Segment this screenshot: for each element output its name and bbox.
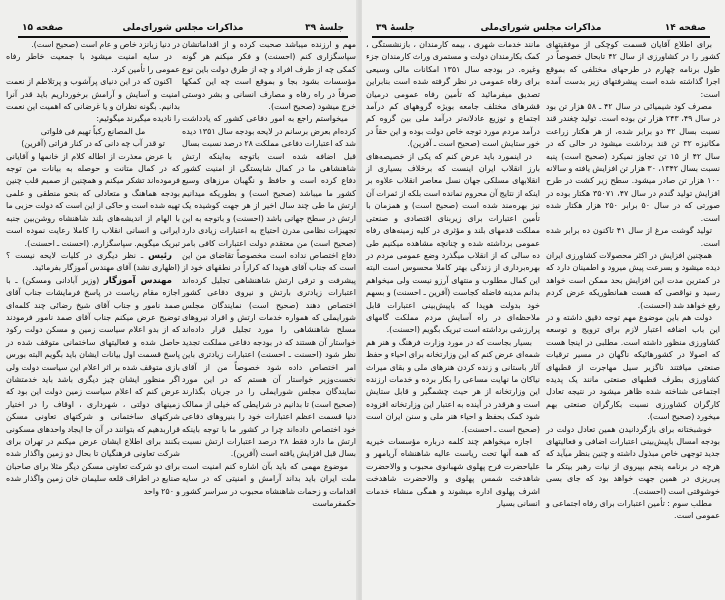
speech-text: (وزیر آبادانی ومسکن) ـ با اجازه مقام ریاست در پاسخ فرمایشات جناب آقای صمد نامور و جناب آقای شیخ رضائی چند کلمه‌ای توضیح عرض میکنم جناب آقای صمد نامور فرمودند که از بدو اعلام سیاست زمین و مسکن دولت رکود حاصل شده و فعالیتهای ساختمانی متوقف شده در پاسخ قسمت اول بیانات ایشان باید بگویم البته بورس بازی متوقف شده بر اثر اعلام این سیاست دولت ولی اگر منظور ایشان چیز دیگری باشد باید خدمتشان عرض کنم که اعلام سیاست زمین دولت این بود که زمینهای دولتی ، شهرداری ، اوقاف را در اختیار شرکتهای ساختمانی و شرکتهای تعاونی مسکن قراربدهیم که بتوانند در آن جا ایجاد واحدهای مسکونی بکنند برای اطلاع ایشان عرض میکنم در تهران برای شرکت تعاونی فرهنگیان تا بحال دو زمین واگذار شده برای دو شرکت تعاونی مسکن دیگر مثلا برای صاحبان صنایع در اطراف قلعه سلیمان خان زمین واگذار شده و ۲۵۰ واحد [6,275,180,496]
paragraph: مهم و ارزنده میباشد صحبت کرده و از اقداماتشان سپاسگزاری کنم (احسنت) و فکر میکنم هر گونه کمکی چه از طرف افراد و چه از طرق دولت باین نوع مؤسسات بشود بجا و بموقع است چه این کمکها صرفاً در راه رفاه و مصارف انسانی و بشر دوستی خرج میشود (صحیح است). [182,40,356,112]
page-header [18,25,348,38]
text-column [546,39,720,523]
right-page [362,0,725,600]
text-column [6,39,180,498]
speech-text: ـ نظر دیگری در کلیات لایحه نیست ؟ (اظهاری نشد) آقای مهندس آموزگار بفرمائید. [6,250,180,273]
text-column [366,39,540,510]
paragraph: مانند خدمات شهری ، بیمه کارمندان ، بازنشستگی ، کمک بکارمندان دولت و مستمری وراث کارمندان جزء وغیره. در بودجه سال ۱۳۵۱ امکانات مالی وسیعی برای رفاه عمومی در نظر گرفته شده است بنابراین تصدیق میفرمائید که تأمین رفاه عمومی درمیان قشرهای مختلف جامعه بویژه گروههای کم درآمد اجتماع و توزیع عادلانه‌تر درآمد ملی بین گروه کم درآمد مردم مورد توجه خاص دولت بوده و این حقاً در خور ستایش است (صحیح است ـ آفرین). [366,40,541,149]
publication-title: مذاکرات مجلس شورای‌ملی [122,23,244,33]
paragraph: همچنین افزایش در اکثر محصولات کشاورزی ایران دیده میشود و بسرعت پیش میرود و اطمینان دارد که در کمترین مدت این افزایش بحد ممکن است خواهد رسید و نواقصی که هست همانطوریکه عرض کردم رفع خواهد شد (احسنت). [546,250,720,310]
paragraph: میخواستم راجع به امور دفاعی کشور که یادداشت کرده‌ام بعرض برسانم در لایحه بودجه سال ۱۳۵۱ دیده شد که اعتبارات دفاعی مملکت ۲۸ درصد نسبت بسال قبل اضافه شده است باتوجه به‌اینکه ارتش شاهنشاهی ما در کمال شایستگی از امنیت کشور دفاع کرده است و حافظ و نگهبان مرزهای وسیع کشور ما میباشد (صحیح است) و بطوریکه میدانیم ارتش ما طی چند سال اخیر از هر جهت کوشیده یک ارتش در سطح جهانی باشد (احسنت) و باتوجه به این تجهیزات نظامی مدرن احتیاج به اعتبارات زیادی دارد (صحیح است) من معتقدم دولت اعتبارات کافی بامر دفاع اختصاص نداده است مخصوصاً تقاضای من این است که جناب آقای هویدا که کراراً در نطقهای خود از پیشرفت و ترقی ارتش شاهنشاهی تجلیل کرده‌اند اعتبارات زیادتری بارتش و نیروی دفاعی کشور اختصاص دهند (صحیح است) نمایندگان مجلس شورایملی که همواره خدمات ارتش و افراد نیروهای مسلح شاهنشاهی را مورد تجلیل قرار داده‌اند خواستار آن هستند که در بودجه دفاعی مملکت تجدید نظر شود (احسنت ـ احسنت) اعتبارات زیادتری باین امر اختصاص داده شود خصوصاً من از آقای نخست‌وزیر خواستار آن هستم که در این مورد نمایندگان مجلس شورایملی را در جریان بگذارند (صحیح است) تا بدانیم در شرایطی که خیلی از ممالک دنیا قسمت اعظم اعتبارات خود را بنیروهای دفاعی خود اختصاص داده‌اند چرا در کشور ما با توجه باینکه ارتش ما دارد فقط ۲۸ درصد اعتبارات ارتش نسبت بسال قبل افزایش یافته است (آفرین). [182,114,357,459]
speaker-paragraph [6,275,180,498]
paragraph: اجازه میخواهم چند کلمه درباره مؤسسات خیریه که همه آنها تحت ریاست عالیه شاهنشاه آریامهر و علیاحضرت فرح پهلوی شهبانوی محبوب و والاحضرت شاهدخت شمس پهلوی و والاحضرت شاهدخت اشرف پهلوی اداره میشوند و همگی منشاء خدمات انسانی بسیار [366,437,540,509]
verse-line: مل المصانع رکباً تهیم فی فلواتی [40,126,146,136]
verse-line: تو قدر آب چه دانی که در کنار فراتی (آفرین) [21,139,165,149]
publication-title: مذاکرات مجلس شورای‌ملی [480,23,602,33]
text-column [182,39,356,510]
paragraph: برای اطلاع آقایان قسمت کوچکی از موفقیتهای کشور را در کشاورزی از سال ۴۲ تابحال خصوصاً در طول برنامه چهارم در طرحهای مختلفی که بموقع اجرا گذاشته شده است پیشرفتهای زیر بدست آمده است: [546,40,721,99]
paragraph: با عرض معذرت از اطاله کلام از خانمها و آقایانی که در کمال متانت و حوصله به بیانات من توجه فرموده‌اند تشکر میکنم و همچنین از صمیم قلب چنین بودجه هماهنگ و متعادلی که بنحو منطقی و علمی تهیه شده است و حاکی از این است که دولت حزبی ما با الهام از اندیشه‌های بلند شاهنشاه روشن‌بین جنبه ایرانی و انسانی انقلاب را کاملا رعایت نموده است تبریک میگویم. سپاسگزارم. (احسنت ـ احسنت). [6,151,180,248]
paragraph: مصرف کود شیمیائی در سال ۴۲ ـ ۵۸ هزار تن بود در سال ۴۹، ۲۴۳ هزار تن بوده است. تولید چغندر قند نسبت بسال ۴۲ دو برابر شده، از هر هکتار زراعت مکانیزه ۳۲ تن قند برداشت میشود در حالی که در سال ۴۲ از ۱۵ تن تجاوز نمیکرد (صحیح است) پنبه نسبت بسال ۱۳۴۲، ۳۰ هزار تن افزایش یافته و سالانه ۱۰۰ هزار تن صادر میشود. سطح زیر کشت در طرح افزایش تولید گندم در سال ۴۷، ۳۵۰۷۱ هکتار بوده در صورتی که در سال ۵۰ برابر ۲۵۰ هزار هکتار شده است. [546,102,721,223]
left-page [0,0,358,600]
speaker-name: مهندس آموزگار [103,275,172,286]
paragraph: در اینمورد باید عرض کنم که یکی از خصیصه‌های بارز انقلاب ایران اینست که برخلاف بسیاری از انقلابهای مسلکی جهان نسل معاصر انقلاب علاوه بر اینکه از نتایج آن محروم نمانده است بلکه از ثمرات آن نیز بهره‌مند شده است (صحیح است) و همزمان با تأمین اعتبارات برای زیربنای اقتصادی و صنعتی مملکت قدمهای بلند و مؤثری در کلیه زمینه‌های رفاه عمومی برداشته شده و چنانچه مشاهده میکنیم طی ده سالی که از انقلاب میگذرد وضع عمومی مردم در بهره‌برداری از زندگی بهتر کاملا محسوس است البته این کمال مطلوب و منتهای آرزو نیست ولی میخواهم بدانم مدینه فاضله کجاست (آفرین ـ احسنت) و بسهم خود بدولت هویدا که باپیش‌بینی اعتبارات قابل ملاحظه‌ای در راه آسایش مردم مملکت گامهای پرارزشی برداشته است تبریک بگویم (احسنت). [366,151,540,335]
paragraph: تولید گوشت مرغ از سال ۴۱ تاکنون ده برابر شده است. [546,226,720,248]
page-header [372,25,710,38]
paragraph: در سایه امنیت میشود با جمعیت خاطر رفاه عمومی را تأمین کرد. [6,52,180,74]
speaker-name: رئیس [148,250,172,261]
session-number: جلسهٔ ۳۹ [376,23,415,33]
paragraph: مطلب سوم : تأمین اعتبارات برای رفاه اجتماعی و عمومی است. [546,499,720,521]
speaker-paragraph [6,250,180,275]
session-number: جلسهٔ ۳۹ [305,23,344,33]
page-number: صفحه ۱۵ [22,23,64,33]
paragraph: خوشبختانه برای بازگردانیدن همین تعادل دولت در بودجه امسال باپیش‌بینی اعتبارات اضافی و فعالیتهای جدید توجهی خاص مبذول داشته و چنین بنظر میآید که هرچه در برنامه پنجم بپیروی از نیات رهبر بیتکر ما پی‌ریزی در همین جهت خواهد بود که جای بسی خوشوقتی است (احسنت). [546,424,720,496]
paragraph: اکنون که در این دنیای پرآشوب و پرتلاطم از نعمت امنیت و آسایش و آرامش برخورداریم باید قدر آنرا بدانیم. بگونه نظران و یا غرضانی که اهمیت این نعمت را نادیده میگیرند میگوئیم: [6,77,180,124]
paragraph: در دنیا زبانزد خاص و عام است (صحیح است). [31,40,180,49]
paragraph: دولت هم باین موضوع مهم توجه دقیق داشته و در این باب اضافه اعتبار لازم برای ترویج و توسعه کشاورزی منظور داشته است. مطلبی در اینجا هست که اصولا در کشورهائیکه ناگهان در مسیر ترقیات صنعتی میافتند ناگزیر سیل مهاجرت از قطبهای کشاورزی بطرف قطبهای صنعتی مانند یک پدیده اجتماعی شناخته شده ظاهر میشود در نتیجه تعادل کارگران کشاورزی نسبت بکارگران صنعتی بهم میخورد (صحیح است). [546,312,720,422]
page-number: صفحه ۱۴ [664,23,706,33]
paragraph: موضوع مهمی که باید بآن اشاره کنم امنیت است ملت ایران باید بداند آرامش و امنیتی که در سایه اقدامات و زحمات شاهنشاه محبوب در سراسر کشور حکمفرماست [182,461,356,509]
paragraph: بسیار بجاست که در مورد وزارت فرهنگ و هنر هم شمه‌ای عرض کنم که این وزارتخانه برای احیاء و حفظ آثار باستانی و زنده کردن هنرهای ملی و بقای میراث نیاکان ما نهایت مساعی را بکار برده و خدمات ارزنده این وزارتخانه از هر حیث چشمگیر و قابل ستایش است و هرقدر در آینده به اعتبار این وزارتخانه افزوده شود کمک بحفظ و احیاء هنر ملی و سنن ایران است (صحیح است ـ احسنت). [366,337,540,434]
